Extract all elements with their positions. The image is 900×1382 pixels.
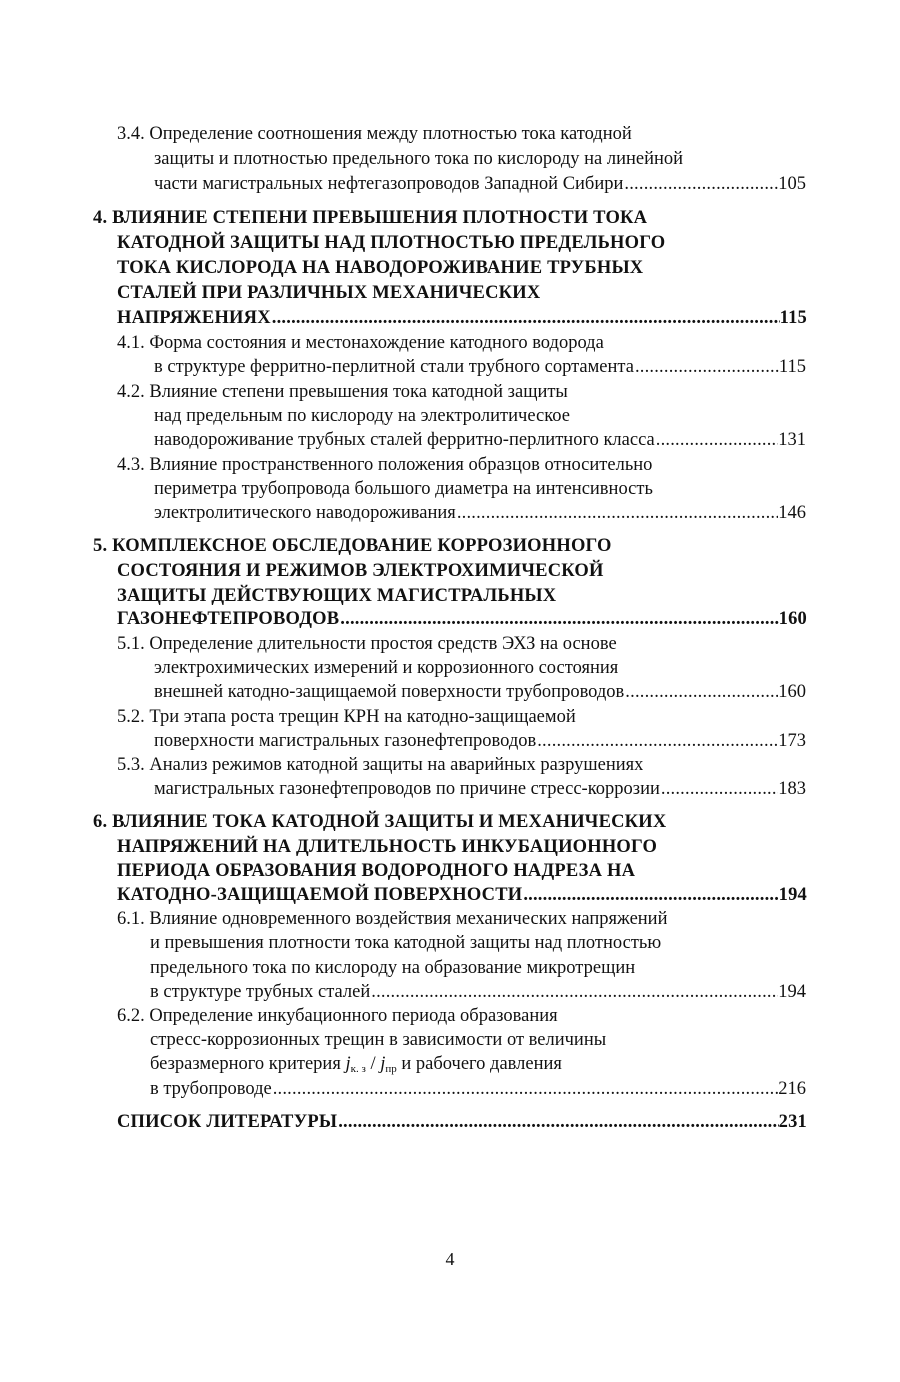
toc-item-6-2-line-3: безразмерного критерия $j_{к. з} / j_{пр}$ и рабочего давления — [150, 1054, 562, 1075]
toc-item-6-1-line-2: и превышения плотности тока катодной защиты над плотностью — [150, 933, 662, 953]
leader-dots — [273, 1077, 779, 1101]
subscript-kz: к. з — [350, 1063, 366, 1075]
leader-dots — [537, 729, 778, 753]
toc-item-3-4-line-3: части магистральных нефтегазопроводов Западной Сибири ..... 105 — [154, 172, 806, 196]
leader-dots — [624, 172, 778, 196]
leader-dots — [371, 980, 778, 1004]
toc-page-number: 194 — [778, 885, 807, 905]
chapter-6-title-line-2: НАПРЯЖЕНИЙ НА ДЛИТЕЛЬНОСТЬ ИНКУБАЦИОННОГО — [117, 837, 658, 857]
chapter-6-title-line-3: ПЕРИОДА ОБРАЗОВАНИЯ ВОДОРОДНОГО НАДРЕЗА НА — [117, 861, 636, 881]
toc-page-number: 115 — [778, 357, 806, 377]
toc-item-6-1-line-3: предельного тока по кислороду на образование микротрещин — [150, 958, 636, 978]
toc-item-4-1-line-2: в структуре ферритно-перлитной стали трубного сортамента ..... 115 — [154, 355, 806, 379]
chapter-6-title-line-4: КАТОДНО-ЗАЩИЩАЕМОЙ ПОВЕРХНОСТИ ..... 194 — [117, 883, 807, 907]
leader-dots — [625, 680, 778, 704]
toc-page-number: 146 — [778, 503, 806, 523]
toc-item-6-1-line-1: 6.1. Влияние одновременного воздействия механических напряжений — [117, 909, 668, 929]
toc-item-5-2-line-1: 5.2. Три этапа роста трещин КРН на катодно-защищаемой — [117, 707, 576, 727]
toc-page-number: 194 — [778, 982, 806, 1002]
leader-dots — [338, 1110, 778, 1134]
chapter-4-title-line-4: СТАЛЕЙ ПРИ РАЗЛИЧНЫХ МЕХАНИЧЕСКИХ — [117, 283, 541, 303]
toc-item-4-3-line-2: периметра трубопровода большого диаметра на интенсивность — [154, 479, 653, 499]
toc-item-4-2-line-1: 4.2. Влияние степени превышения тока катодной защиты — [117, 382, 568, 402]
chapter-5-title-line-3: ЗАЩИТЫ ДЕЙСТВУЮЩИХ МАГИСТРАЛЬНЫХ — [117, 586, 557, 606]
toc-item-6-2-line-2: стресс-коррозионных трещин в зависимости от величины — [150, 1030, 607, 1050]
toc-item-5-3-line-1: 5.3. Анализ режимов катодной защиты на аварийных разрушениях — [117, 755, 644, 775]
toc-item-6-2-line-4: в трубопроводе ..... 216 — [150, 1077, 806, 1101]
chapter-4-title-line-1: 4. ВЛИЯНИЕ СТЕПЕНИ ПРЕВЫШЕНИЯ ПЛОТНОСТИ ТОКА — [93, 208, 648, 228]
references-entry: СПИСОК ЛИТЕРАТУРЫ ..... 231 — [117, 1110, 807, 1134]
chapter-5-title-line-4: ГАЗОНЕФТЕПРОВОДОВ ..... 160 — [117, 607, 807, 631]
toc-page-number: 231 — [778, 1112, 807, 1132]
toc-item-4-3-line-3: электролитического наводороживания ..... 146 — [154, 501, 806, 525]
leader-dots — [523, 883, 778, 907]
toc-item-4-1-line-1: 4.1. Форма состояния и местонахождение катодного водорода — [117, 333, 604, 353]
leader-dots — [340, 607, 778, 631]
toc-item-4-2-line-2: над предельным по кислороду на электролитическое — [154, 406, 570, 426]
leader-dots — [656, 428, 779, 452]
leader-dots — [272, 306, 780, 330]
subscript-pr: пр — [385, 1063, 397, 1075]
chapter-6-title-line-1: 6. ВЛИЯНИЕ ТОКА КАТОДНОЙ ЗАЩИТЫ И МЕХАНИЧЕСКИХ — [93, 812, 667, 832]
toc-item-5-1-line-2: электрохимических измерений и коррозионного состояния — [154, 658, 619, 678]
toc-item-5-2-line-2: поверхности магистральных газонефтепроводов ..... 173 — [154, 729, 806, 753]
toc-item-3-4-line-2: защиты и плотностью предельного тока по кислороду на линейной — [154, 149, 684, 169]
toc-page-number: 173 — [778, 731, 806, 751]
toc-item-3-4-line-1: 3.4. Определение соотношения между плотностью тока катодной — [117, 124, 632, 144]
toc-page-number: 160 — [778, 682, 806, 702]
toc-page-number: 160 — [778, 609, 807, 629]
page-number: 4 — [445, 1249, 455, 1269]
toc-page-number: 131 — [778, 430, 806, 450]
leader-dots — [635, 355, 779, 379]
chapter-5-title-line-1: 5. КОМПЛЕКСНОЕ ОБСЛЕДОВАНИЕ КОРРОЗИОННОГО — [93, 536, 612, 556]
toc-item-5-1-line-3: внешней катодно-защищаемой поверхности трубопроводов ..... 160 — [154, 680, 806, 704]
leader-dots — [457, 501, 778, 525]
toc-page-number: 216 — [778, 1079, 806, 1099]
chapter-4-title-line-3: ТОКА КИСЛОРОДА НА НАВОДОРОЖИВАНИЕ ТРУБНЫХ — [117, 258, 644, 278]
criterion-j-symbol: j — [345, 1054, 351, 1074]
toc-item-5-1-line-1: 5.1. Определение длительности простоя средств ЭХЗ на основе — [117, 634, 617, 654]
toc-page-number: 183 — [778, 779, 806, 799]
toc-item-4-2-line-3: наводороживание трубных сталей ферритно-перлитного класса ..... 131 — [154, 428, 806, 452]
toc-item-5-3-line-2: магистральных газонефтепроводов по причине стресс-коррозии ..... 183 — [154, 777, 806, 801]
toc-item-4-3-line-1: 4.3. Влияние пространственного положения образцов относительно — [117, 455, 653, 475]
chapter-4-title-line-2: КАТОДНОЙ ЗАЩИТЫ НАД ПЛОТНОСТЬЮ ПРЕДЕЛЬНОГО — [117, 233, 666, 253]
chapter-4-title-line-5: НАПРЯЖЕНИЯХ ..... 115 — [117, 306, 807, 330]
toc-item-6-2-line-1: 6.2. Определение инкубационного периода образования — [117, 1006, 558, 1026]
leader-dots — [661, 777, 778, 801]
chapter-5-title-line-2: СОСТОЯНИЯ И РЕЖИМОВ ЭЛЕКТРОХИМИЧЕСКОЙ — [117, 561, 604, 581]
criterion-j-symbol: j — [380, 1054, 386, 1074]
toc-item-6-1-line-4: в структуре трубных сталей ..... 194 — [150, 980, 806, 1004]
toc-page-number: 115 — [779, 308, 807, 328]
toc-page-number: 105 — [778, 174, 806, 194]
